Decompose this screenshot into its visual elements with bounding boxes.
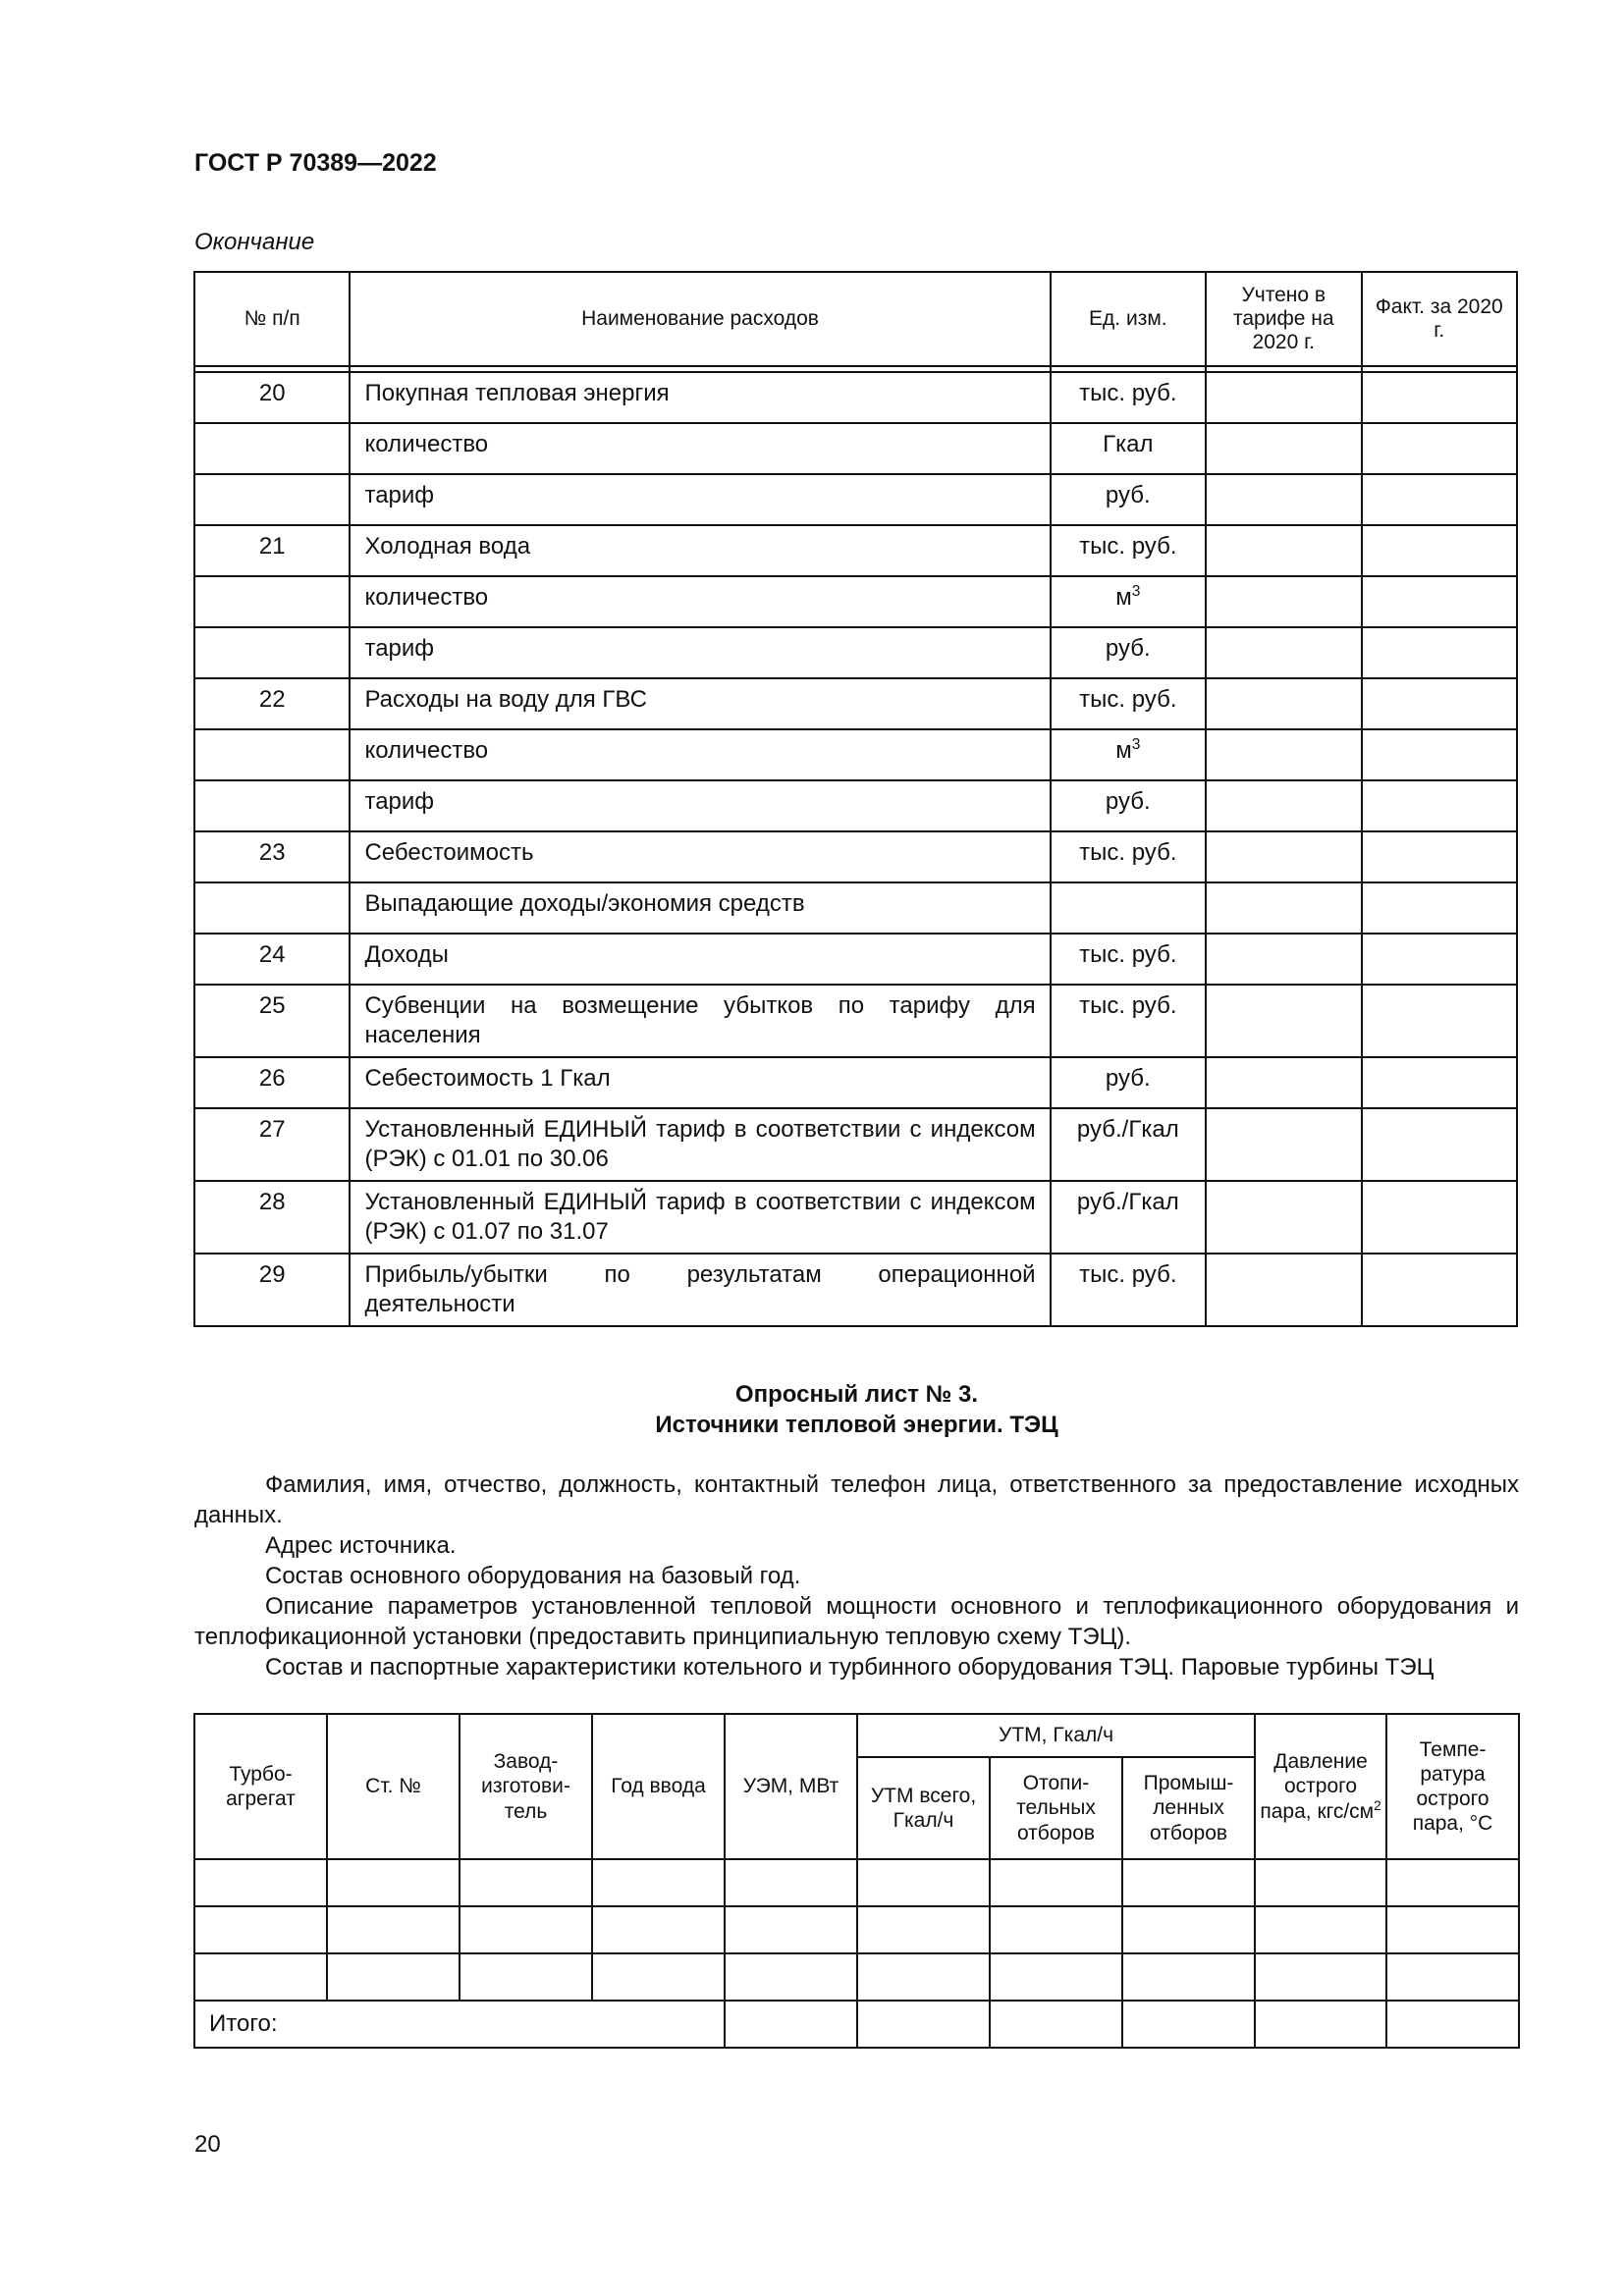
- row-name: Холодная вода: [350, 525, 1050, 576]
- table-row: [194, 882, 1517, 934]
- table-row: [194, 1108, 1517, 1181]
- table-row: [194, 525, 1517, 576]
- header-maker: Завод-изготови-тель: [460, 1714, 592, 1859]
- row-unit: тыс. руб.: [1051, 525, 1206, 576]
- questionnaire-title-line2: Источники тепловой энергии. ТЭЦ: [655, 1412, 1058, 1438]
- header-fact: Факт. за 2020 г.: [1362, 272, 1517, 366]
- header-num: № п/п: [194, 272, 350, 366]
- row-unit: $м^3$: [1051, 576, 1206, 627]
- paragraph: Состав и паспортные характеристики котельного и турбинного оборудования ТЭЦ. Паровые турбины ТЭЦ: [265, 1654, 1435, 1681]
- table-row: [194, 1906, 1519, 1953]
- row-fact-value: [1362, 627, 1517, 678]
- row-number: 20: [194, 372, 350, 423]
- header-utm: УТМ, Гкал/ч: [857, 1714, 1255, 1757]
- row-fact-value: [1362, 1254, 1517, 1326]
- row-number: 29: [194, 1254, 350, 1326]
- row-number: 21: [194, 525, 350, 576]
- row-fact-value: [1362, 576, 1517, 627]
- page-number: 20: [194, 2131, 221, 2158]
- row-number: 23: [194, 831, 350, 882]
- row-fact-value: [1362, 678, 1517, 729]
- header-name: Наименование расходов: [350, 272, 1050, 366]
- row-name: количество: [350, 576, 1050, 627]
- table-row: [194, 1254, 1517, 1326]
- row-unit: руб.: [1051, 627, 1206, 678]
- row-number: [194, 780, 350, 831]
- table-row: [194, 1057, 1517, 1108]
- row-name: Субвенции на возмещение убытков по тарифу для населения: [350, 985, 1050, 1057]
- row-name: тариф: [350, 780, 1050, 831]
- table-row: [194, 831, 1517, 882]
- table-row: [194, 780, 1517, 831]
- row-name: тариф: [350, 627, 1050, 678]
- row-fact-value: [1362, 985, 1517, 1057]
- row-unit: руб.: [1051, 780, 1206, 831]
- header-utm-total: УТМ всего, Гкал/ч: [857, 1757, 990, 1859]
- row-number: [194, 576, 350, 627]
- row-unit: тыс. руб.: [1051, 985, 1206, 1057]
- header-year: Год ввода: [592, 1714, 725, 1859]
- header-uem: УЭМ, МВт: [725, 1714, 857, 1859]
- row-unit: тыс. руб.: [1051, 1254, 1206, 1326]
- table-row: [194, 1953, 1519, 2001]
- row-plan-value: [1206, 576, 1361, 627]
- expenses-table: [193, 271, 1518, 1327]
- row-number: [194, 882, 350, 934]
- row-name: Доходы: [350, 934, 1050, 985]
- header-turbo: Турбо-агрегат: [194, 1714, 327, 1859]
- row-fact-value: [1362, 525, 1517, 576]
- row-plan-value: [1206, 729, 1361, 780]
- row-fact-value: [1362, 1181, 1517, 1254]
- questionnaire-title-line1: Опросный лист № 3.: [734, 1381, 979, 1408]
- row-unit: Гкал: [1051, 423, 1206, 474]
- row-plan-value: [1206, 372, 1361, 423]
- row-name: Установленный ЕДИНЫЙ тариф в соответствии с индексом (РЭК) с 01.01 по 30.06: [350, 1108, 1050, 1181]
- row-name: Установленный ЕДИНЫЙ тариф в соответствии с индексом (РЭК) с 01.07 по 31.07: [350, 1181, 1050, 1254]
- row-name: количество: [350, 729, 1050, 780]
- turbines-table: [193, 1713, 1520, 2049]
- total-row: [194, 2001, 1519, 2048]
- row-number: 27: [194, 1108, 350, 1181]
- row-plan-value: [1206, 1254, 1361, 1326]
- row-fact-value: [1362, 934, 1517, 985]
- row-unit: руб.: [1051, 474, 1206, 525]
- row-name: тариф: [350, 474, 1050, 525]
- row-plan-value: [1206, 474, 1361, 525]
- expenses-table-header: [194, 272, 1517, 366]
- table-row: [194, 627, 1517, 678]
- row-plan-value: [1206, 780, 1361, 831]
- table-row: [194, 576, 1517, 627]
- total-label: Итого:: [194, 2001, 725, 2048]
- row-name: Покупная тепловая энергия: [350, 372, 1050, 423]
- row-plan-value: [1206, 1108, 1361, 1181]
- paragraph: Адрес источника.: [265, 1532, 457, 1559]
- row-fact-value: [1362, 372, 1517, 423]
- row-plan-value: [1206, 1057, 1361, 1108]
- row-unit: тыс. руб.: [1051, 831, 1206, 882]
- paragraph: Описание параметров установленной тепловой мощности основного и теплофикационного оборудования и теплофикационной установки (предоставить принципиальную тепловую схему ТЭЦ).: [194, 1593, 1519, 1650]
- row-fact-value: [1362, 831, 1517, 882]
- table-row: [194, 729, 1517, 780]
- row-unit: руб./Гкал: [1051, 1181, 1206, 1254]
- header-st: Ст. №: [327, 1714, 460, 1859]
- row-unit: тыс. руб.: [1051, 678, 1206, 729]
- table-row: [194, 372, 1517, 423]
- row-plan-value: [1206, 985, 1361, 1057]
- table-row: [194, 423, 1517, 474]
- row-fact-value: [1362, 1108, 1517, 1181]
- row-plan-value: [1206, 882, 1361, 934]
- row-number: [194, 627, 350, 678]
- row-number: [194, 423, 350, 474]
- row-unit: $м^3$: [1051, 729, 1206, 780]
- row-name: Себестоимость 1 Гкал: [350, 1057, 1050, 1108]
- row-name: количество: [350, 423, 1050, 474]
- row-unit: [1051, 882, 1206, 934]
- table-row: [194, 1181, 1517, 1254]
- row-plan-value: [1206, 525, 1361, 576]
- table-row: [194, 678, 1517, 729]
- row-number: 22: [194, 678, 350, 729]
- row-fact-value: [1362, 780, 1517, 831]
- row-number: [194, 729, 350, 780]
- row-plan-value: [1206, 1181, 1361, 1254]
- row-plan-value: [1206, 678, 1361, 729]
- row-fact-value: [1362, 882, 1517, 934]
- row-number: 28: [194, 1181, 350, 1254]
- row-number: [194, 474, 350, 525]
- paragraph: Фамилия, имя, отчество, должность, контактный телефон лица, ответственного за предоставление исходных данных.: [194, 1471, 1519, 1528]
- row-fact-value: [1362, 474, 1517, 525]
- row-unit: руб./Гкал: [1051, 1108, 1206, 1181]
- questionnaire-title: [194, 1379, 1519, 1440]
- row-fact-value: [1362, 729, 1517, 780]
- row-name: Выпадающие доходы/экономия средств: [350, 882, 1050, 934]
- row-name: Расходы на воду для ГВС: [350, 678, 1050, 729]
- row-unit: тыс. руб.: [1051, 934, 1206, 985]
- header-plan: Учтено в тарифе на 2020 г.: [1206, 272, 1361, 366]
- row-name: Себестоимость: [350, 831, 1050, 882]
- table-row: [194, 934, 1517, 985]
- row-plan-value: [1206, 423, 1361, 474]
- row-plan-value: [1206, 831, 1361, 882]
- row-fact-value: [1362, 1057, 1517, 1108]
- continuation-label: Окончание: [194, 229, 315, 255]
- table-row: [194, 1859, 1519, 1906]
- header-temperature: Темпе-ратура острого пара, °C: [1386, 1714, 1519, 1859]
- row-name: Прибыль/убытки по результатам операционной деятельности: [350, 1254, 1050, 1326]
- paragraph: Состав основного оборудования на базовый год.: [265, 1563, 801, 1589]
- header-industrial: Промыш-ленных отборов: [1122, 1757, 1255, 1859]
- row-number: 24: [194, 934, 350, 985]
- row-number: 26: [194, 1057, 350, 1108]
- row-plan-value: [1206, 627, 1361, 678]
- header-heating: Отопи-тельных отборов: [990, 1757, 1122, 1859]
- row-unit: руб.: [1051, 1057, 1206, 1108]
- row-number: 25: [194, 985, 350, 1057]
- row-fact-value: [1362, 423, 1517, 474]
- row-plan-value: [1206, 934, 1361, 985]
- document-code: ГОСТ Р 70389—2022: [194, 149, 437, 177]
- row-unit: тыс. руб.: [1051, 372, 1206, 423]
- header-pressure: Давление острого пара, кгс/$см^2$: [1255, 1714, 1386, 1859]
- table-row: [194, 474, 1517, 525]
- header-unit: Ед. изм.: [1051, 272, 1206, 366]
- table-row: [194, 985, 1517, 1057]
